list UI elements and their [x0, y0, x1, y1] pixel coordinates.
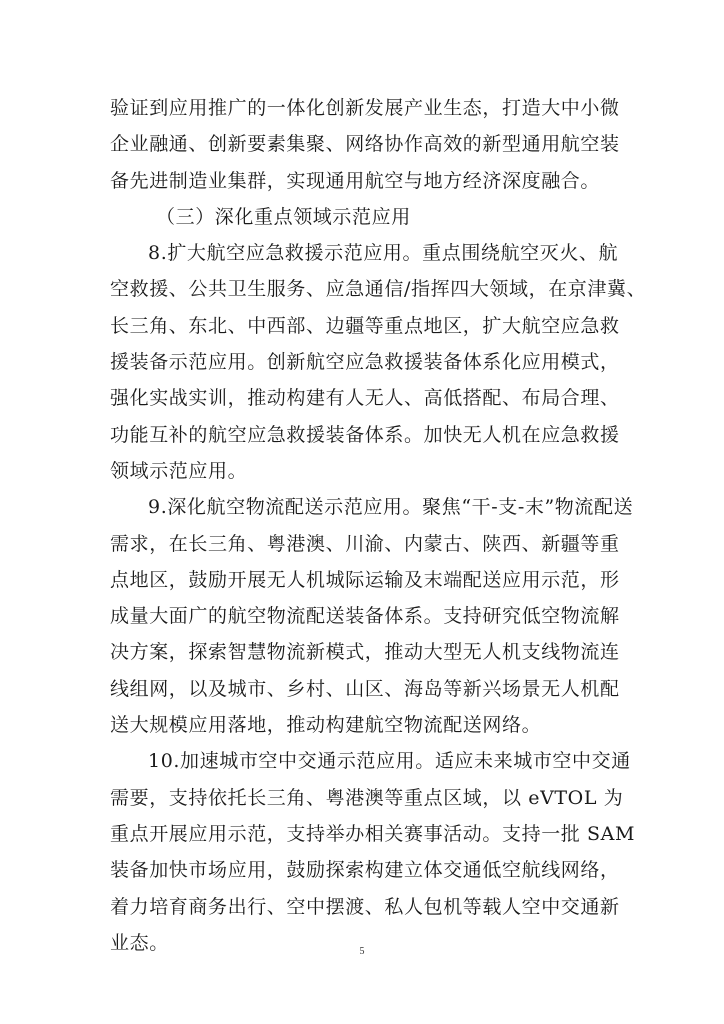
text-line: 送大规模应用落地，推动构建航空物流配送网络。: [110, 714, 542, 737]
text-line: 空救援、公共卫生服务、应急通信/指挥四大领域，在京津冀、: [110, 278, 647, 301]
page-number: 5: [359, 946, 365, 957]
text-line: 9.深化航空物流配送示范应用。聚焦“干-支-末”物流配送: [148, 496, 634, 519]
section-heading: （三）深化重点领域示范应用: [156, 205, 411, 228]
text-line: 着力培育商务出行、空中摆渡、私人包机等载人空中交通新: [110, 895, 620, 918]
text-line: 备先进制造业集群，实现通用航空与地方经济深度融合。: [110, 169, 601, 192]
text-line: 强化实战实训，推动构建有人无人、高低搭配、布局合理、: [110, 387, 620, 410]
text-line: 需要，支持依托长三角、粤港澳等重点区域，以 eVTOL 为: [110, 786, 624, 809]
text-line: 重点开展应用示范，支持举办相关赛事活动。支持一批 SAM: [110, 822, 636, 845]
text-line: 业态。: [110, 931, 169, 954]
text-line: 功能互补的航空应急救援装备体系。加快无人机在应急救援: [110, 423, 620, 446]
document-body: [110, 90, 647, 961]
text-line: 长三角、东北、中西部、边疆等重点地区，扩大航空应急救: [110, 314, 620, 337]
text-line: 8.扩大航空应急救援示范应用。重点围绕航空灭火、航: [148, 242, 619, 265]
text-line: 需求，在长三角、粤港澳、川渝、内蒙古、陕西、新疆等重: [110, 532, 620, 555]
text-line: 点地区，鼓励开展无人机城际运输及末端配送应用示范，形: [110, 568, 620, 591]
text-line: 领域示范应用。: [110, 459, 248, 482]
text-line: 援装备示范应用。创新航空应急救援装备体系化应用模式，: [110, 351, 620, 374]
text-line: 验证到应用推广的一体化创新发展产业生态，打造大中小微: [110, 97, 620, 119]
text-line: 10.加速城市空中交通示范应用。适应未来城市空中交通: [148, 750, 631, 773]
text-line: 决方案，探索智慧物流新模式，推动大型无人机支线物流连: [110, 641, 620, 664]
text-line: 线组网，以及城市、乡村、山区、海岛等新兴场景无人机配: [110, 677, 620, 700]
text-line: 成量大面广的航空物流配送装备体系。支持研究低空物流解: [110, 605, 620, 628]
text-line: 企业融通、创新要素集聚、网络协作高效的新型通用航空装: [110, 133, 620, 156]
text-line: 装备加快市场应用，鼓励探索构建立体交通低空航线网络，: [110, 859, 620, 882]
